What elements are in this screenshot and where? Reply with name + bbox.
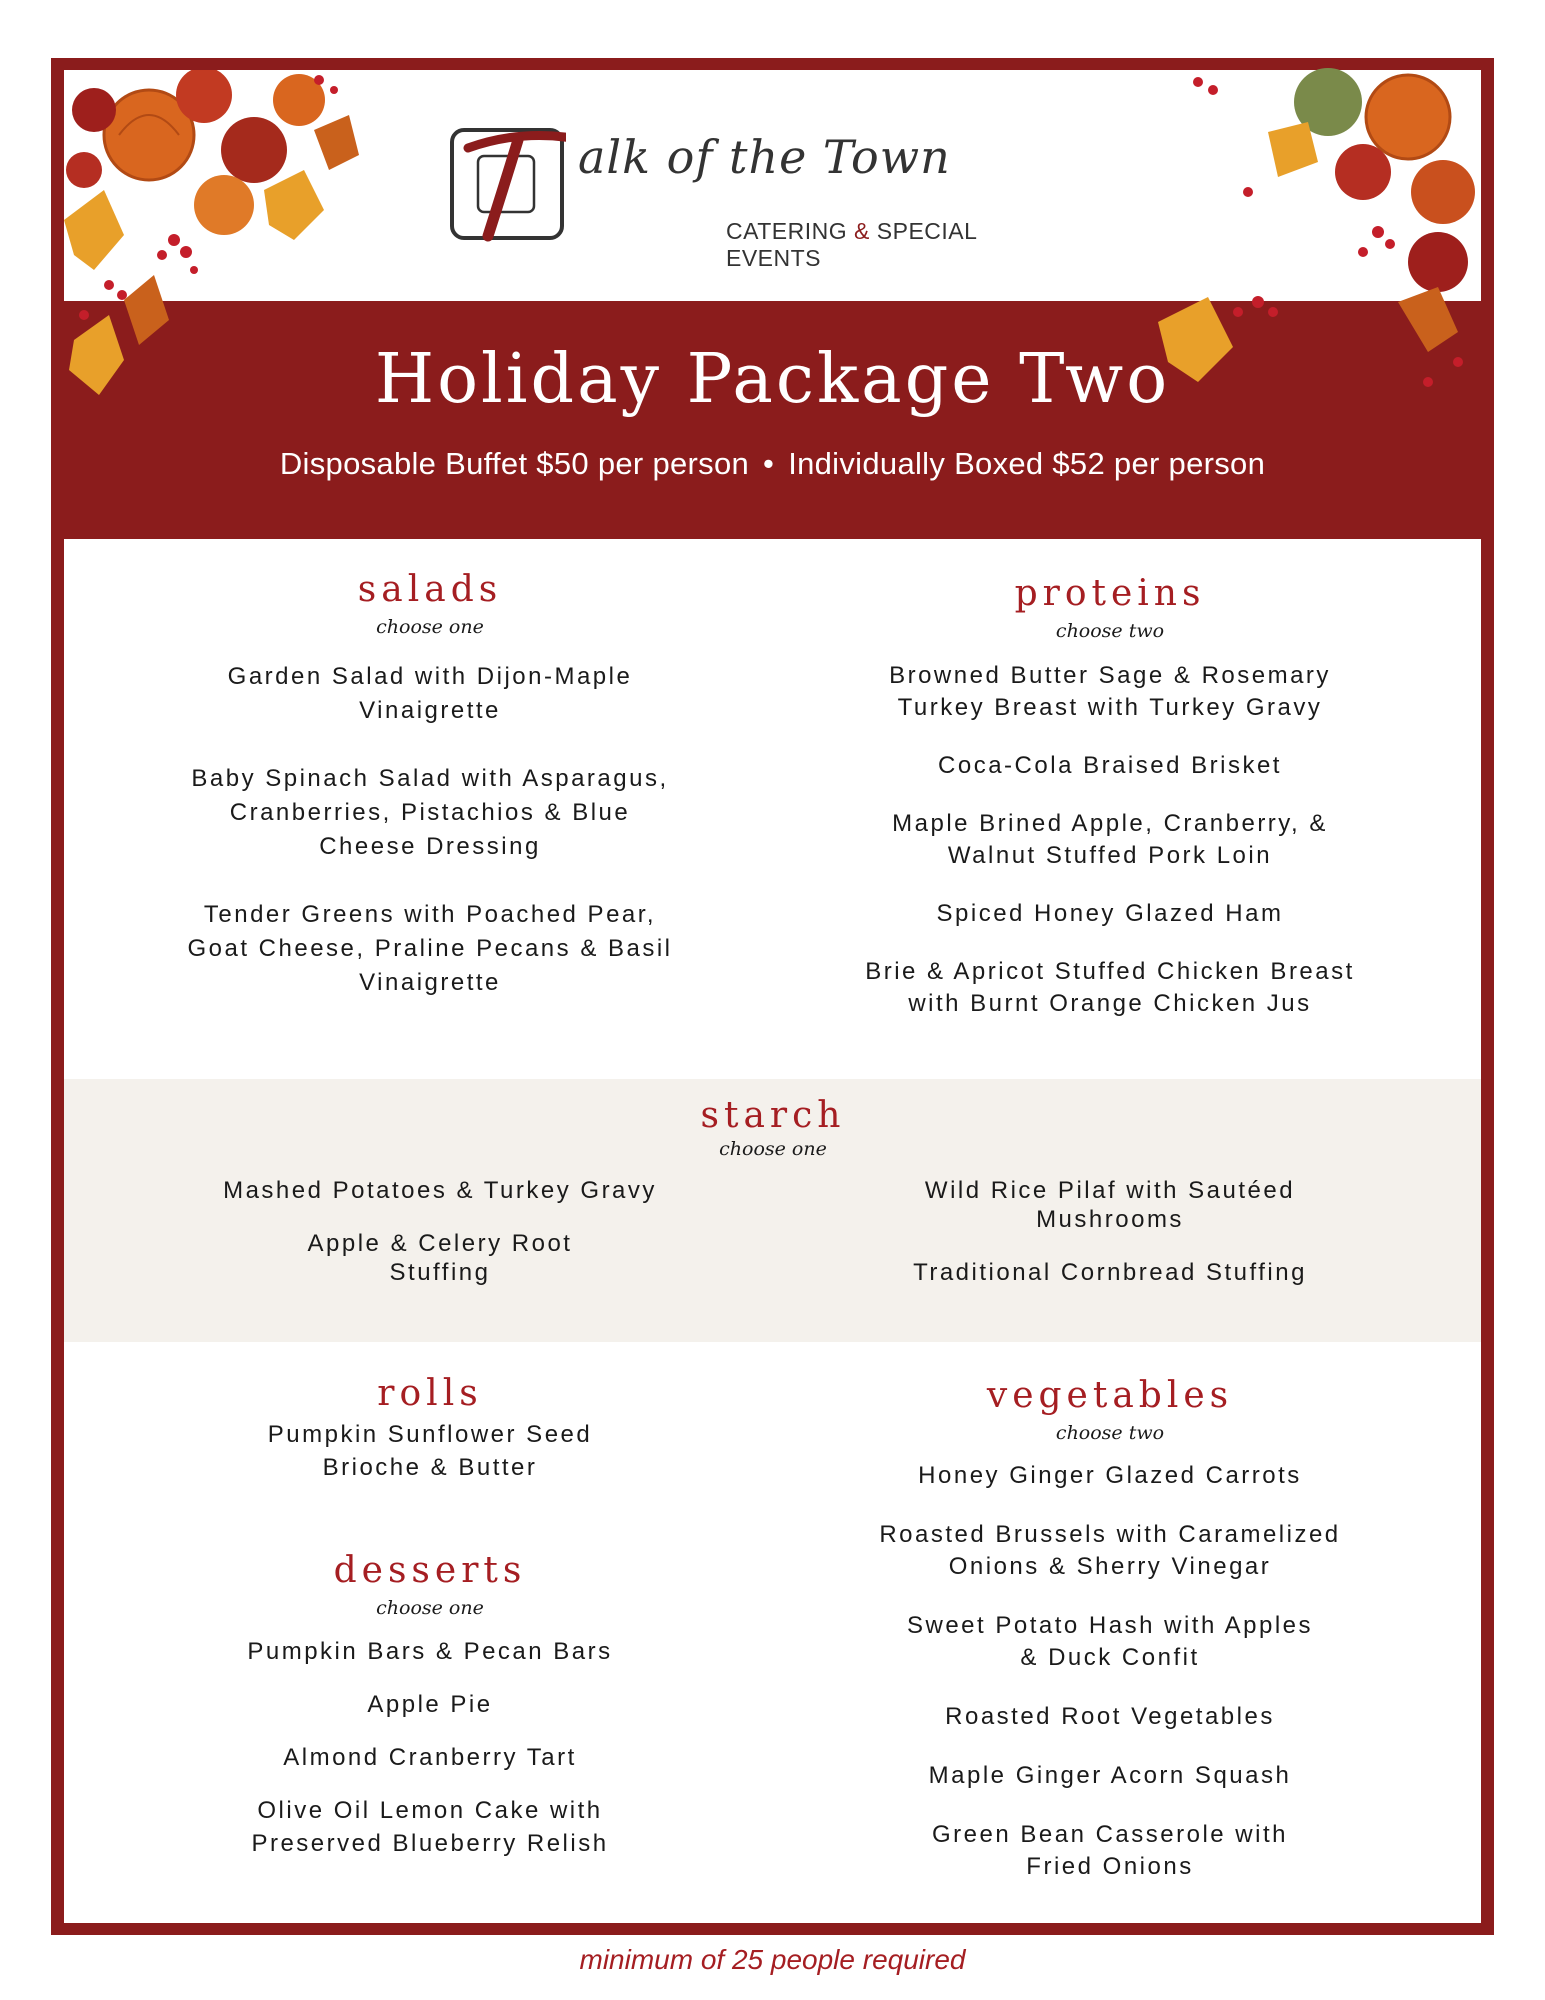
menu-item-line: Honey Ginger Glazed Carrots <box>918 1461 1302 1489</box>
menu-item-line: Spiced Honey Glazed Ham <box>936 899 1284 927</box>
menu-item-line: Roasted Root Vegetables <box>945 1702 1275 1730</box>
vegetables-title: vegetables <box>986 1375 1234 1416</box>
menu-item <box>800 808 1420 872</box>
menu-item-line: Brie & Apricot Stuffed Chicken Breast <box>865 957 1355 985</box>
menu-item-line: Fried Onions <box>1026 1852 1194 1880</box>
company-logo <box>448 122 1058 271</box>
desserts-note: choose one <box>376 1596 484 1619</box>
menu-item <box>140 1635 720 1668</box>
menu-item-line: with Burnt Orange Chicken Jus <box>908 989 1312 1017</box>
menu-item-line: Vinaigrette <box>359 968 501 996</box>
menu-item <box>800 1460 1420 1492</box>
menu-item-line: Tender Greens with Poached Pear, <box>203 900 657 928</box>
price-buffet: Disposable Buffet $50 per person <box>279 446 750 481</box>
menu-item-line: Maple Ginger Acorn Squash <box>928 1761 1292 1789</box>
menu-item-line: Baby Spinach Salad with Asparagus, <box>191 764 669 792</box>
starch-title: starch <box>700 1095 846 1136</box>
menu-item-line: Mashed Potatoes & Turkey Gravy <box>223 1177 657 1204</box>
menu-item-line: Traditional Cornbread Stuffing <box>913 1259 1307 1286</box>
menu-item-line: Roasted Brussels with Caramelized <box>879 1520 1341 1548</box>
vegetables-section <box>800 1376 1420 1883</box>
menu-item <box>820 1176 1400 1234</box>
menu-item-line: Maple Brined Apple, Cranberry, & <box>892 809 1328 837</box>
menu-item <box>140 1794 720 1860</box>
vegetables-list <box>800 1460 1420 1883</box>
menu-item <box>820 1258 1400 1287</box>
vegetables-note: choose two <box>1055 1421 1165 1444</box>
desserts-list <box>140 1635 720 1860</box>
menu-item <box>140 660 720 728</box>
page-title: Holiday Package Two <box>374 340 1171 419</box>
menu-item-line: Preserved Blueberry Relish <box>251 1829 609 1857</box>
menu-item-line: Olive Oil Lemon Cake with <box>257 1796 603 1824</box>
starch-left-items <box>150 1176 730 1287</box>
logo-mark-icon <box>448 126 566 242</box>
menu-item-line: Brioche & Butter <box>322 1453 538 1481</box>
menu-item-line: & Duck Confit <box>1020 1643 1200 1671</box>
menu-item-line: Pumpkin Sunflower Seed <box>267 1420 593 1448</box>
menu-item <box>800 1519 1420 1583</box>
salads-title: salads <box>357 569 503 610</box>
starch-right-items <box>820 1176 1400 1287</box>
menu-item-line: Onions & Sherry Vinegar <box>948 1552 1272 1580</box>
menu-item <box>140 1741 720 1774</box>
menu-item-line: Goat Cheese, Praline Pecans & Basil <box>187 934 673 962</box>
menu-item <box>800 956 1420 1020</box>
menu-item <box>140 1688 720 1721</box>
pricing-line <box>64 446 1481 482</box>
logo-sub-events: SPECIAL EVENTS <box>726 218 977 271</box>
menu-item <box>800 1610 1420 1674</box>
menu-item-line: Mushrooms <box>1036 1206 1184 1233</box>
salads-section <box>140 570 720 1000</box>
menu-item-line: Cheese Dressing <box>319 832 541 860</box>
menu-item-line: Apple Pie <box>367 1690 493 1718</box>
menu-item <box>150 1229 730 1287</box>
starch-note: choose one <box>719 1137 827 1160</box>
menu-item <box>140 1418 720 1484</box>
menu-item-line: Browned Butter Sage & Rosemary <box>889 661 1331 689</box>
proteins-section <box>800 574 1420 1020</box>
menu-item-line: Wild Rice Pilaf with Sautéed <box>924 1177 1296 1204</box>
desserts-title: desserts <box>333 1550 527 1591</box>
starch-right-list <box>820 1176 1400 1287</box>
menu-item-line: Walnut Stuffed Pork Loin <box>947 841 1273 869</box>
menu-item <box>140 898 720 1000</box>
menu-item-line: Green Bean Casserole with <box>932 1820 1288 1848</box>
price-separator: • <box>763 446 775 481</box>
logo-subtitle <box>726 218 1058 272</box>
proteins-list <box>800 660 1420 1020</box>
menu-item-line: Almond Cranberry Tart <box>283 1743 577 1771</box>
menu-item <box>800 1760 1420 1792</box>
menu-item-line: Sweet Potato Hash with Apples <box>906 1611 1314 1639</box>
menu-item <box>800 1701 1420 1733</box>
rolls-list <box>140 1418 720 1484</box>
menu-item <box>800 750 1420 782</box>
salads-list <box>140 660 720 1000</box>
minimum-order-note: minimum of 25 people required <box>579 1944 966 1975</box>
menu-item <box>800 1819 1420 1883</box>
menu-item-line: Cranberries, Pistachios & Blue <box>229 798 631 826</box>
rolls-title: rolls <box>377 1373 483 1414</box>
proteins-title: proteins <box>1014 573 1206 614</box>
starch-left-list <box>150 1176 730 1287</box>
salads-note: choose one <box>376 615 484 638</box>
logo-sub-catering: CATERING <box>726 218 848 244</box>
menu-item-line: Stuffing <box>389 1259 491 1286</box>
menu-item-line: Apple & Celery Root <box>307 1230 573 1257</box>
menu-item-line: Coca-Cola Braised Brisket <box>938 751 1282 779</box>
menu-item-line: Garden Salad with Dijon-Maple <box>227 662 633 690</box>
desserts-section <box>140 1551 720 1860</box>
menu-item-line: Pumpkin Bars & Pecan Bars <box>247 1637 613 1665</box>
proteins-note: choose two <box>1055 619 1165 642</box>
logo-sub-amp: & <box>854 218 870 244</box>
menu-item <box>140 762 720 864</box>
menu-item-line: Turkey Breast with Turkey Gravy <box>897 693 1323 721</box>
rolls-section <box>140 1374 720 1484</box>
menu-item <box>150 1176 730 1205</box>
logo-script-name: alk of the Town <box>578 130 951 184</box>
menu-item-line: Vinaigrette <box>359 696 501 724</box>
starch-section <box>573 1096 973 1160</box>
price-boxed: Individually Boxed $52 per person <box>788 446 1266 481</box>
menu-item <box>800 660 1420 724</box>
menu-item <box>800 898 1420 930</box>
